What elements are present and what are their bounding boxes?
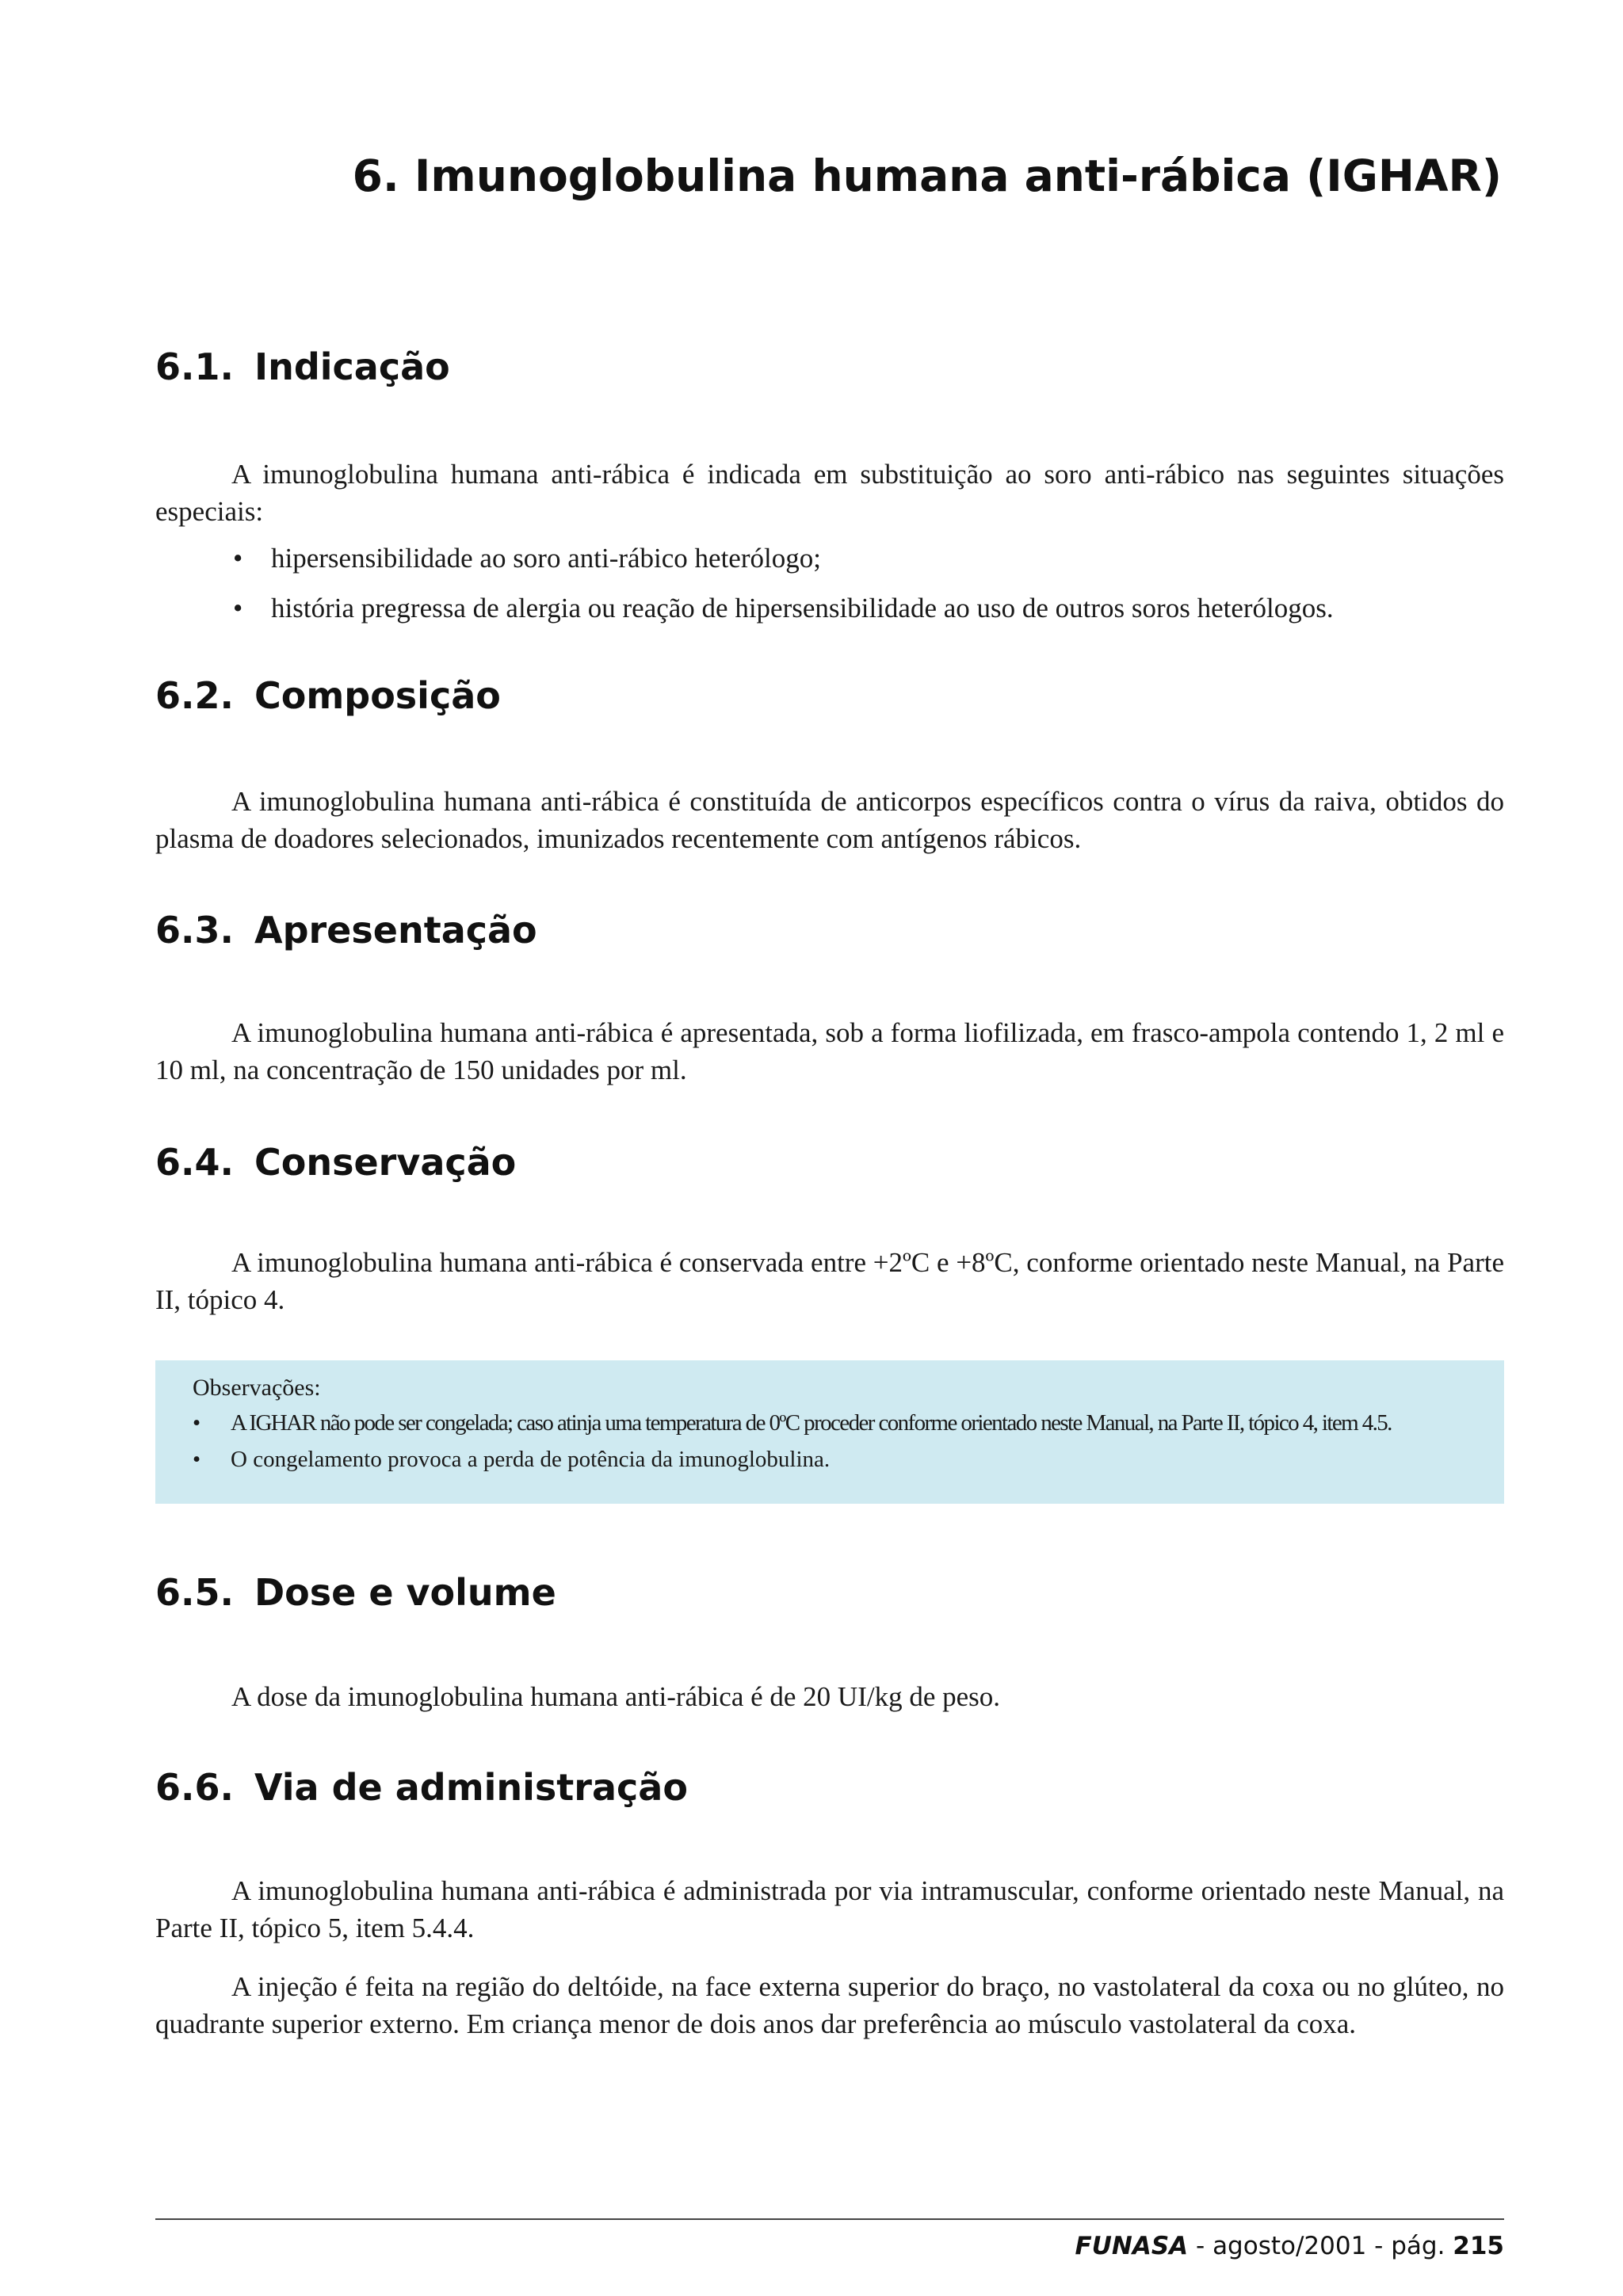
via-paragraph-2: A injeção é feita na região do deltóide, na face externa superior do braço, no vastolateral da coxa ou no glúteo, no quadrante superior externo. Em criança menor de dois anos dar preferência ao músculo vastolateral da coxa. (155, 1971, 1504, 2039)
section-number: 6.4. (155, 1141, 234, 1184)
section-heading-apresentacao (155, 909, 537, 952)
section-title: Composição (254, 674, 501, 717)
footer-divider (155, 2218, 1504, 2220)
list-item: • hipersensibilidade ao soro anti-rábico heterólogo; (231, 540, 1334, 589)
section-title: Apresentação (254, 909, 537, 952)
section-title: Via de administração (254, 1766, 688, 1809)
section-title: Indicação (254, 345, 450, 388)
list-item: • A IGHAR não pode ser congelada; caso atinja uma temperatura de 0ºC proceder conforme orientado neste Manual, na Parte II, tópico 4, item 4.5. (193, 1408, 1392, 1444)
bullet-icon: • (233, 543, 243, 574)
conservacao-paragraph: A imunoglobulina humana anti-rábica é conservada entre +2ºC e +8ºC, conforme orientado neste Manual, na Parte II, tópico 4. (155, 1247, 1504, 1315)
bullet-icon: • (233, 593, 243, 624)
dose-paragraph: A dose da imunoglobulina humana anti-rábica é de 20 UI/kg de peso. (231, 1681, 1001, 1712)
chapter-title: 6. Imunoglobulina humana anti-rábica (IGHAR) (352, 151, 1502, 201)
observations-list (193, 1408, 1392, 1481)
observations-title: Observações: (193, 1375, 321, 1401)
page-footer: FUNASA - agosto/2001 - pág. 215 (1075, 2232, 1504, 2260)
section-title: Dose e volume (254, 1571, 556, 1614)
section-heading-via (155, 1766, 688, 1809)
indicacao-list (231, 540, 1334, 639)
section-heading-indicacao (155, 345, 450, 388)
bullet-icon: • (193, 1447, 201, 1472)
section-title: Conservação (254, 1141, 517, 1184)
section-number: 6.2. (155, 674, 234, 717)
section-number: 6.1. (155, 345, 234, 388)
section-number: 6.6. (155, 1766, 234, 1809)
list-item: • história pregressa de alergia ou reação de hipersensibilidade ao uso de outros soros heterólogos. (231, 589, 1334, 639)
list-item: • O congelamento provoca a perda de potência da imunoglobulina. (193, 1444, 1392, 1481)
section-number: 6.3. (155, 909, 234, 952)
section-heading-dose (155, 1571, 556, 1614)
section-heading-conservacao (155, 1141, 516, 1184)
section-heading-composicao (155, 674, 501, 717)
footer-date: agosto/2001 (1212, 2232, 1367, 2260)
page-number: 215 (1453, 2232, 1504, 2260)
apresentacao-paragraph: A imunoglobulina humana anti-rábica é apresentada, sob a forma liofilizada, em frasco-ampola contendo 1, 2 ml e 10 ml, na concentração de 150 unidades por ml. (155, 1017, 1504, 1085)
footer-brand: FUNASA (1075, 2232, 1189, 2260)
observations-box (155, 1360, 1504, 1504)
via-paragraph-1: A imunoglobulina humana anti-rábica é administrada por via intramuscular, conforme orientado neste Manual, na Parte II, tópico 5, item 5.4.4. (155, 1875, 1504, 1943)
composicao-paragraph: A imunoglobulina humana anti-rábica é constituída de anticorpos específicos contra o vírus da raiva, obtidos do plasma de doadores selecionados, imunizados recentemente com antígenos rábicos. (155, 786, 1504, 854)
indicacao-paragraph: A imunoglobulina humana anti-rábica é indicada em substituição ao soro anti-rábico nas seguintes situações especiais: (155, 459, 1504, 527)
bullet-icon: • (193, 1410, 201, 1436)
section-number: 6.5. (155, 1571, 234, 1614)
